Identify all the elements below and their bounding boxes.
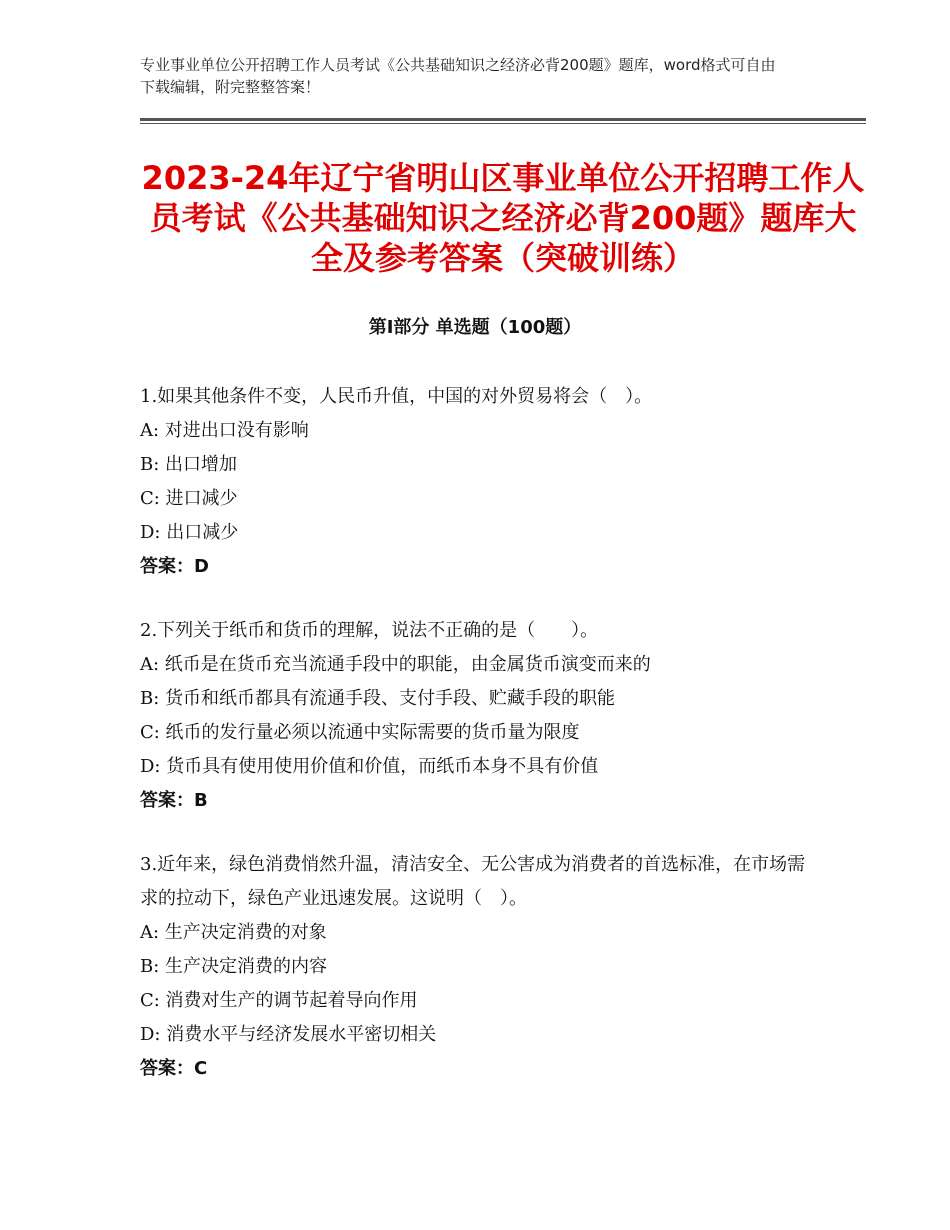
option-a: A: 纸币是在货币充当流通手段中的职能，由金属货币演变而来的 xyxy=(140,654,651,675)
option-b: B: 生产决定消费的内容 xyxy=(140,956,328,977)
question-3 xyxy=(140,848,810,1086)
header-note: 专业事业单位公开招聘工作人员考试《公共基础知识之经济必背200题》题库，word格式可自由下载编辑，附完整整答案！ xyxy=(140,56,776,96)
option-d: D: 货币具有使用使用价值和价值，而纸币本身不具有价值 xyxy=(140,756,599,777)
option-b: B: 出口增加 xyxy=(140,454,238,475)
document-title: 2023-24年辽宁省明山区事业单位公开招聘工作人员考试《公共基础知识之经济必背200题》题库大全及参考答案（突破训练） xyxy=(141,159,865,277)
section-title: 第Ⅰ部分 单选题（100题） xyxy=(368,317,582,338)
question-stem: 2.下列关于纸币和货币的理解，说法不正确的是（ ）。 xyxy=(140,620,599,641)
option-a: A: 生产决定消费的对象 xyxy=(140,922,327,943)
option-c: C: 消费对生产的调节起着导向作用 xyxy=(140,990,418,1011)
option-c: C: 纸币的发行量必须以流通中实际需要的货币量为限度 xyxy=(140,722,580,743)
question-1 xyxy=(140,380,810,584)
option-d: D: 消费水平与经济发展水平密切相关 xyxy=(140,1024,437,1045)
answer: 答案：B xyxy=(140,790,208,811)
header-divider xyxy=(140,118,866,128)
answer: 答案：D xyxy=(140,556,209,577)
option-b: B: 货币和纸币都具有流通手段、支付手段、贮藏手段的职能 xyxy=(140,688,616,709)
option-c: C: 进口减少 xyxy=(140,488,238,509)
question-list xyxy=(140,380,810,1116)
question-2 xyxy=(140,614,810,818)
answer: 答案：C xyxy=(140,1058,208,1079)
option-d: D: 出口减少 xyxy=(140,522,239,543)
question-stem: 3.近年来，绿色消费悄然升温，清洁安全、无公害成为消费者的首选标准，在市场需求的拉动下，绿色产业迅速发展。这说明（ ）。 xyxy=(140,854,806,909)
option-a: A: 对进出口没有影响 xyxy=(140,420,309,441)
question-stem: 1.如果其他条件不变，人民币升值，中国的对外贸易将会（ ）。 xyxy=(140,386,653,407)
